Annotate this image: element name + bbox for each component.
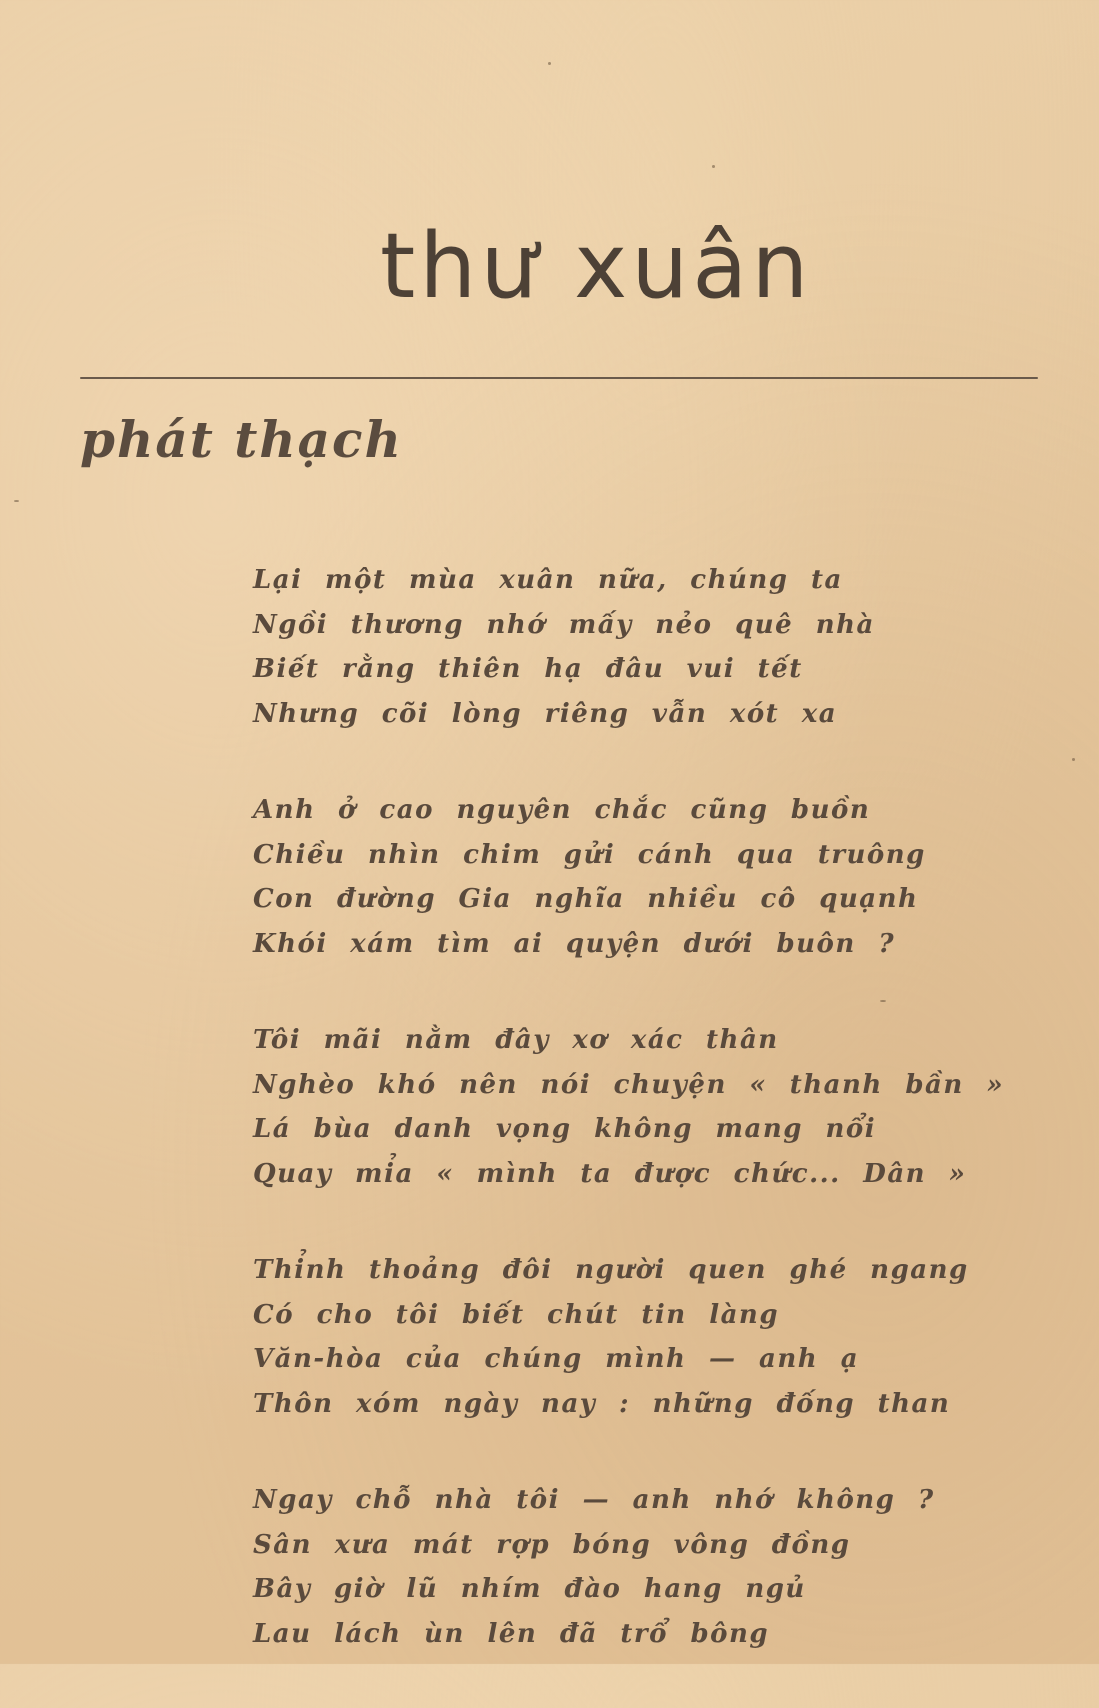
poem-line: Bây giờ lũ nhím đào hang ngủ [253, 1574, 806, 1604]
poem-line: Biết rằng thiên hạ đâu vui tết [253, 654, 803, 684]
poem-line: Văn-hòa của chúng mình — anh ạ [253, 1344, 860, 1374]
poem-line: Nhưng cõi lòng riêng vẫn xót xa [253, 698, 838, 729]
poem-line: Ngay chỗ nhà tôi — anh nhớ không ? [253, 1485, 935, 1515]
poem-line: Khói xám tìm ai quyện dưới buôn ? [253, 928, 896, 959]
poem-line: Thỉnh thoảng đôi người quen ghé ngang [253, 1255, 969, 1285]
paper-speck [548, 62, 551, 65]
author-name: phát thạch [80, 410, 403, 469]
poem-line: Anh ở cao nguyên chắc cũng buồn [253, 795, 871, 825]
poem-line: Lá bùa danh vọng không mang nổi [253, 1114, 877, 1144]
paper-speck [880, 1000, 886, 1002]
poem-line: Sân xưa mát rợp bóng vông đồng [253, 1529, 851, 1560]
title-divider [80, 377, 1038, 379]
poem-line: Lau lách ùn lên đã trổ bông [253, 1618, 770, 1649]
stanza-2 [253, 788, 926, 966]
poem-line: Nghèo khó nên nói chuyện « thanh bần » [253, 1069, 1005, 1100]
poem-line: Quay mỉa « mình ta được chức... Dân » [253, 1158, 967, 1189]
poem-line: Thôn xóm ngày nay : những đống than [253, 1388, 951, 1419]
stanza-5 [253, 1478, 935, 1656]
poem-line: Ngồi thương nhớ mấy nẻo quê nhà [253, 609, 875, 640]
stanza-1 [253, 558, 875, 736]
paper-speck [1072, 758, 1075, 761]
poem-line: Có cho tôi biết chút tin làng [253, 1299, 780, 1330]
poem-line: Con đường Gia nghĩa nhiều cô quạnh [253, 884, 919, 914]
paper-speck [14, 500, 19, 502]
poem-body [253, 558, 1005, 1708]
poem-line: Chiều nhìn chim gửi cánh qua truông [253, 839, 926, 870]
paper-speck [712, 165, 715, 168]
stanza-4 [253, 1248, 969, 1426]
poem-line: Tôi mãi nằm đây xơ xác thân [253, 1025, 779, 1055]
stanza-3 [253, 1018, 1005, 1196]
poem-title: thư xuân [380, 214, 813, 319]
poem-line: Lại một mùa xuân nữa, chúng ta [253, 565, 843, 595]
